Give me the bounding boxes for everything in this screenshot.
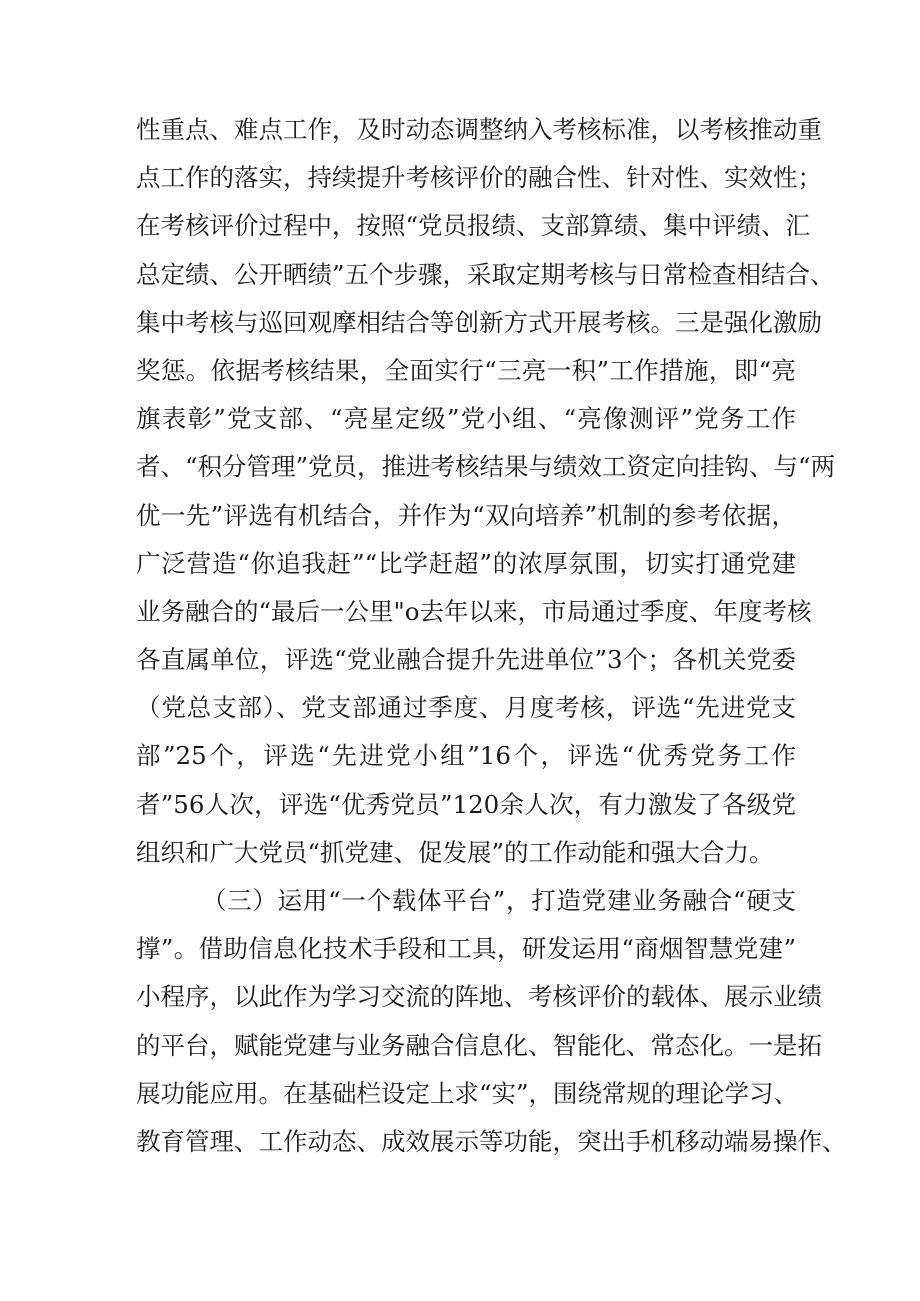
text-line: 教育管理、工作动态、成效展示等功能，突出手机移动端易操作、: [136, 1126, 847, 1156]
text-line: 总定绩、公开晒绩”五个步骤，采取定期考核与日常检查相结合、: [136, 259, 835, 289]
text-line: 点工作的落实，持续提升考核评价的融合性、针对性、实效性；: [136, 163, 822, 193]
text-line: 奖惩。依据考核结果，全面实行“三亮一积”工作措施，即“亮: [136, 355, 796, 385]
text-line: 各直属单位，评选“党业融合提升先进单位”3个；各机关党委: [136, 645, 796, 675]
text-line: 广泛营造“你追我赶”“比学赶超”的浓厚氛围，切实打通党建: [136, 548, 796, 578]
text-line: 展功能应用。在基础栏设定上求“实”，围绕常规的理论学习、: [136, 1078, 799, 1108]
text-line: 旗表彰”党支部、“亮星定级”党小组、“亮像测评”党务工作: [136, 404, 796, 434]
text-line: 性重点、难点工作，及时动态调整纳入考核标准，以考核推动重: [136, 115, 822, 144]
text-line: 的平台，赋能党建与业务融合信息化、智能化、常态化。一是拓: [136, 1030, 822, 1060]
section-heading-line: （三）运用“一个载体平台”，打造党建业务融合“硬支: [202, 886, 796, 915]
text-line: 者”56人次，评选“优秀党员”120余人次，有力激发了各级党: [136, 789, 796, 819]
text-line: 优一先”评选有机结合，并作为“双向培养”机制的参考依据，: [136, 500, 796, 530]
body-text: [136, 106, 847, 1166]
paragraph-end-line: 组织和广大党员“抓党建、促发展”的工作动能和强大合力。: [136, 837, 774, 867]
text-line: 小程序，以此作为学习交流的阵地、考核评价的载体、展示业绩: [136, 982, 822, 1012]
text-line: 撑”。借助信息化技术手段和工具，研发运用“商烟智慧党建”: [136, 934, 796, 964]
text-line: （党总支部）、党支部通过季度、月度考核，评选“先进党支: [136, 693, 796, 723]
text-line: 者、“积分管理”党员，推进考核结果与绩效工资定向挂钩、与“两: [136, 452, 836, 482]
text-line: 在考核评价过程中，按照“党员报绩、支部算绩、集中评绩、汇: [136, 211, 811, 241]
text-line: 部”25个，评选“先进党小组”16个，评选“优秀党务工作: [136, 741, 796, 771]
text-line: 业务融合的“最后一公里"o去年以来，市局通过季度、年度考核: [136, 596, 812, 626]
text-line: 集中考核与巡回观摩相结合等创新方式开展考核。三是强化激励: [136, 307, 822, 337]
